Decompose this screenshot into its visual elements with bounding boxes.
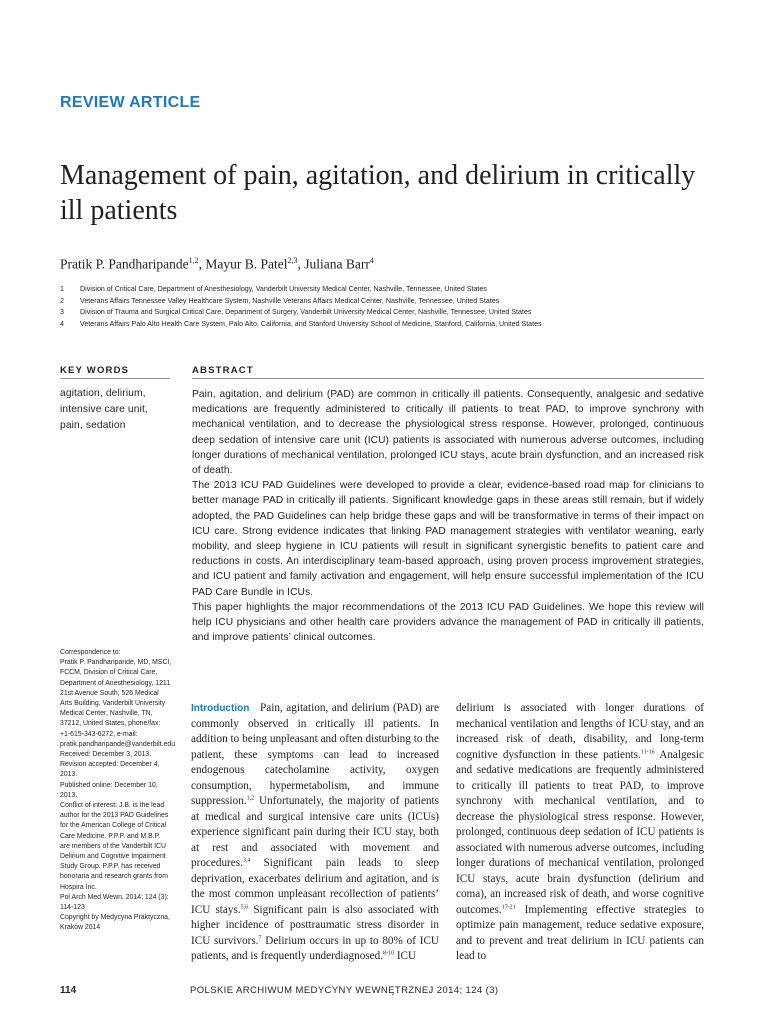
journal-footer: POLSKIE ARCHIWUM MEDYCYNY WEWNĘTRZNEJ 2014; 124 (3): [190, 985, 499, 996]
abstract-body: [192, 387, 704, 645]
affiliation-number: 1: [60, 285, 64, 293]
author-separator: ,: [297, 256, 305, 272]
body-paragraph: [191, 701, 439, 965]
page-number: 114: [60, 985, 77, 996]
affiliation-item: [60, 307, 740, 319]
correspondence-heading: Correspondence to:: [60, 649, 121, 656]
abstract-heading: ABSTRACT: [192, 365, 254, 376]
body-paragraph: [456, 701, 704, 965]
keywords-heading: KEY WORDS: [60, 365, 130, 376]
affiliation-number: 4: [60, 319, 64, 328]
affiliation-number: 3: [60, 308, 64, 316]
citation-ref: 1,2: [246, 795, 255, 802]
body-text: Pain, agitation, and delirium (PAD) are commonly observed in critically ill patients. In addition to being unpleasant and often disturbing to the patient, these symptoms can lead to increased endogenous catecholamine activity, oxygen consumption, hypermetabolism, and immune suppression.: [191, 702, 440, 807]
affiliation-number: 2: [60, 296, 64, 305]
conflict-of-interest: Conflict of interest: J.B. is the lead author for the 2013 PAD Guidelines for the American College of Critical Care Medicine. P.P.P. and M.B.P. are members of the Vanderbilt ICU Delirium and Cognitive Impairment Study Group. P.P.P. has received honoraria and research grants from Hospira Inc.: [60, 802, 169, 891]
affiliation-text: Division of Critical Care, Department of Anesthesiology, Vanderbilt University Medical Center, Nashville, Tennessee, United States: [80, 285, 487, 293]
section-label: REVIEW ARTICLE: [60, 94, 201, 111]
body-text: Analgesic and sedative medications are frequently administered to critically ill patients to treat PAD, to improve synchrony with mechanical ventilation, and to decrease the physiological stress response. However, prolonged, continuous deep sedation of ICU patients is associated with numerous adverse outcomes, including longer durations of mechanical ventilation, prolonged ICU stays, acute brain dysfunction (delirium and coma), an increased risk of death, and worse cognitive outcomes.: [456, 748, 704, 916]
author-affiliation-ref: 2,3: [287, 256, 298, 265]
body-text: delirium is associated with longer durations of mechanical ventilation and lengths of ICU stay, and an increased risk of death, disability, and long-term cognitive dysfunction in these patients.: [456, 702, 704, 761]
affiliation-item: [60, 296, 740, 308]
citation-ref: 5,6: [240, 903, 249, 910]
introduction-label: Introduction: [191, 703, 250, 714]
citation-ref: 11-16: [640, 748, 655, 755]
abstract-divider: [192, 378, 704, 379]
body-text: ICU: [394, 950, 417, 962]
published-date: Published online: December 10, 2013.: [60, 781, 158, 799]
revision-date: Revision accepted: December 4, 2013.: [60, 761, 160, 779]
affiliations: [60, 284, 740, 330]
citation-ref: 8-10: [383, 950, 395, 957]
affiliation-item: [60, 284, 740, 296]
body-column-right: [456, 701, 704, 965]
author-name: Pratik P. Pandharipande: [60, 256, 189, 272]
body-text: Implementing effective strategies to optimize pain management, reduce sedative exposure, and to prevent and treat delirium in ICU patients can lead to: [456, 903, 704, 962]
author-separator: ,: [198, 256, 206, 272]
correspondence-address: Pratik P. Pandharipande, MD, MSCI, FCCM, Division of Critical Care, Department of Anesthesiology, 1211 21st Avenue South, 526 Medical Arts Building, Vanderbilt University Medical Center, Nashville, TN, 37212, United States, phone/fax: +1-615-343-6272, e-mail: pratik.pandharipande@vanderbilt.edu: [60, 659, 176, 748]
keywords-list: agitation, delirium, intensive care unit, pain, sedation: [60, 388, 148, 431]
author-list: [60, 256, 374, 273]
abstract-paragraph: This paper highlights the major recommendations of the 2013 ICU PAD Guidelines. We hope this review will help ICU physicians and other health care providers advance the management of PAD in critically ill patients, and improve patients’ clinical outcomes.: [192, 601, 704, 644]
body-text: Delirium occurs in up to 80% of ICU patients, and is frequently underdiagnosed.: [191, 934, 439, 962]
author-affiliation-ref: 1,2: [188, 256, 199, 265]
correspondence-sidebar: [60, 648, 176, 934]
keywords-divider: [60, 378, 170, 379]
affiliation-item: [60, 319, 740, 331]
abstract-paragraph: Pain, agitation, and delirium (PAD) are common in critically ill patients. Consequently, analgesic and sedative medications are frequently administered to critically ill patients to treat PAD, to improve synchrony with mechanical ventilation, and to decrease the physiological stress response. However, prolonged, continuous deep sedation of intensive care unit (ICU) patients is associated with numerous adverse outcomes, including longer durations of mechanical ventilation, prolonged ICU stays, acute brain dysfunction, and an increased risk of death.: [192, 389, 704, 477]
article-title: Management of pain, agitation, and delirium in critically ill patients: [60, 160, 696, 226]
author-affiliation-ref: 4: [369, 256, 374, 265]
affiliation-text: Veterans Affairs Palo Alto Health Care System, Palo Alto, California, and Stanford University School of Medicine, Stanford, California, United States: [80, 319, 542, 328]
citation-ref: 3,4: [242, 857, 251, 864]
citation: Pol Arch Med Wewn. 2014; 124 (3): 114-123: [60, 893, 169, 912]
affiliation-text: Division of Trauma and Surgical Critical Care, Department of Surgery, Vanderbilt University Medical Center, Nashville, Tennessee, United States: [80, 308, 532, 316]
copyright: Copyright by Medycyna Praktyczna, Kraków 2014: [60, 914, 170, 932]
body-text: Significant pain leads to sleep deprivation, exacerbates delirium and agitation, and is the most common unpleasant recollection of patients’ ICU stays.: [191, 857, 439, 916]
body-text: Significant pain is also associated with higher incidence of posttraumatic stress disorder in ICU survivors.: [191, 903, 439, 947]
body-column-left: [191, 701, 439, 965]
citation-ref: 7: [258, 934, 262, 941]
affiliation-text: Veterans Affairs Tennessee Valley Healthcare System, Nashville Veterans Affairs Medical Center, Nashville, Tennessee, United States: [80, 296, 500, 305]
received-date: Received: December 3, 2013.: [60, 751, 152, 759]
abstract-paragraph: The 2013 ICU PAD Guidelines were developed to provide a clear, evidence-based road map for clinicians to better manage PAD in critically ill patients. Significant knowledge gaps in these areas still remain, but if widely adopted, the PAD Guidelines can help bridge these gaps and will be transformative in terms of their impact on ICU care. Strong evidence indicates that linking PAD management strategies with ventilator weaning, early mobility, and sleep hygiene in ICU patients will result in significant synergistic benefits to patient care and reductions in costs. An interdisciplinary team-based approach, using proven process improvement strategies, and ICU patient and family activation and engagement, will help ensure successful implementation of the ICU PAD Care Bundle in ICUs.: [192, 480, 704, 598]
author-name: Mayur B. Patel: [205, 256, 288, 272]
author-name: Juliana Barr: [304, 256, 370, 272]
body-text: Unfortunately, the majority of patients at medical and surgical intensive care units (ICUs) experience significant pain during their ICU stay, both at rest and associated with movement and procedures.: [191, 795, 439, 869]
citation-ref: 17-21: [501, 903, 516, 910]
